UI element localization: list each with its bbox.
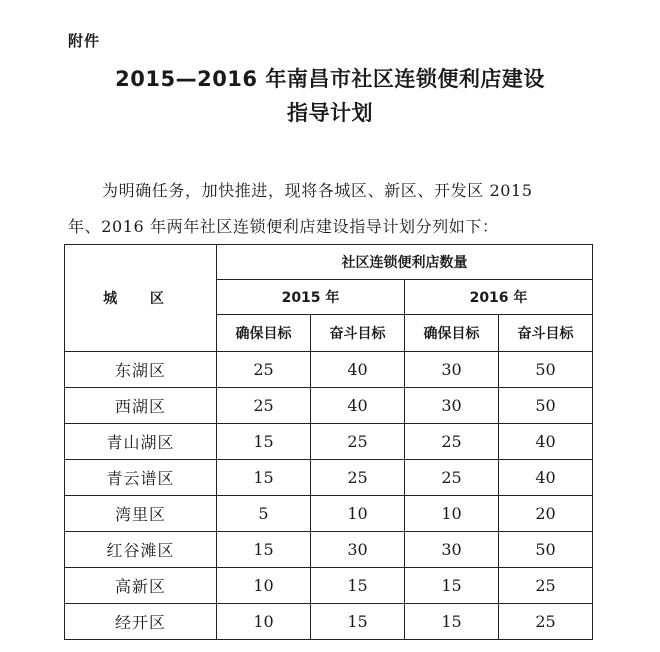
sub-header-2015-guaranteed: 确保目标 [217,315,311,352]
table-row [65,388,593,424]
district-header-label: 城 区 [103,291,178,307]
table-cell: 15 [217,532,311,568]
table-cell: 10 [311,496,405,532]
table-cell: 20 [499,496,593,532]
district-name: 湾里区 [65,496,217,532]
table-cell: 15 [311,604,405,640]
table-cell: 50 [499,352,593,388]
table-cell: 25 [499,604,593,640]
year-header-2016: 2016 年 [405,280,593,315]
district-column-header [65,245,217,352]
table-cell: 25 [311,424,405,460]
table-cell: 25 [405,460,499,496]
sub-header-2016-guaranteed: 确保目标 [405,315,499,352]
store-count-group-header: 社区连锁便利店数量 [217,245,593,280]
table-row [65,568,593,604]
table-cell: 15 [217,460,311,496]
table-row [65,532,593,568]
table-cell: 30 [311,532,405,568]
table-cell: 10 [217,568,311,604]
district-name: 高新区 [65,568,217,604]
intro-paragraph-line1: 为明确任务，加快推进，现将各城区、新区、开发区 2015 [102,181,533,200]
table-cell: 15 [405,568,499,604]
intro-paragraph-line2: 年、2016 年两年社区连锁便利店建设指导计划分列如下： [68,217,499,236]
district-name: 东湖区 [65,352,217,388]
table-cell: 5 [217,496,311,532]
table-cell: 30 [405,388,499,424]
table-cell: 15 [217,424,311,460]
table-cell: 30 [405,532,499,568]
table-cell: 50 [499,532,593,568]
table-cell: 10 [217,604,311,640]
document-title-line1: 2015—2016 年南昌市社区连锁便利店建设 [115,67,545,91]
district-name: 经开区 [65,604,217,640]
table-cell: 25 [405,424,499,460]
table-cell: 15 [405,604,499,640]
table-cell: 30 [405,352,499,388]
table-cell: 25 [217,352,311,388]
attachment-label: 附件 [68,32,101,50]
table-row [65,460,593,496]
store-plan-table [64,244,593,640]
year-header-2015: 2015 年 [217,280,405,315]
district-name: 红谷滩区 [65,532,217,568]
table-cell: 40 [311,352,405,388]
table-row [65,604,593,640]
table-cell: 25 [217,388,311,424]
district-name: 青山湖区 [65,424,217,460]
table-cell: 25 [311,460,405,496]
table-cell: 10 [405,496,499,532]
table-cell: 40 [311,388,405,424]
sub-header-2015-target: 奋斗目标 [311,315,405,352]
district-name: 青云谱区 [65,460,217,496]
table-row [65,496,593,532]
table-cell: 40 [499,424,593,460]
table-cell: 40 [499,460,593,496]
table-cell: 25 [499,568,593,604]
table-row [65,424,593,460]
district-name: 西湖区 [65,388,217,424]
table-cell: 15 [311,568,405,604]
sub-header-2016-target: 奋斗目标 [499,315,593,352]
table-row [65,352,593,388]
table-cell: 50 [499,388,593,424]
document-title-line2: 指导计划 [287,101,373,125]
